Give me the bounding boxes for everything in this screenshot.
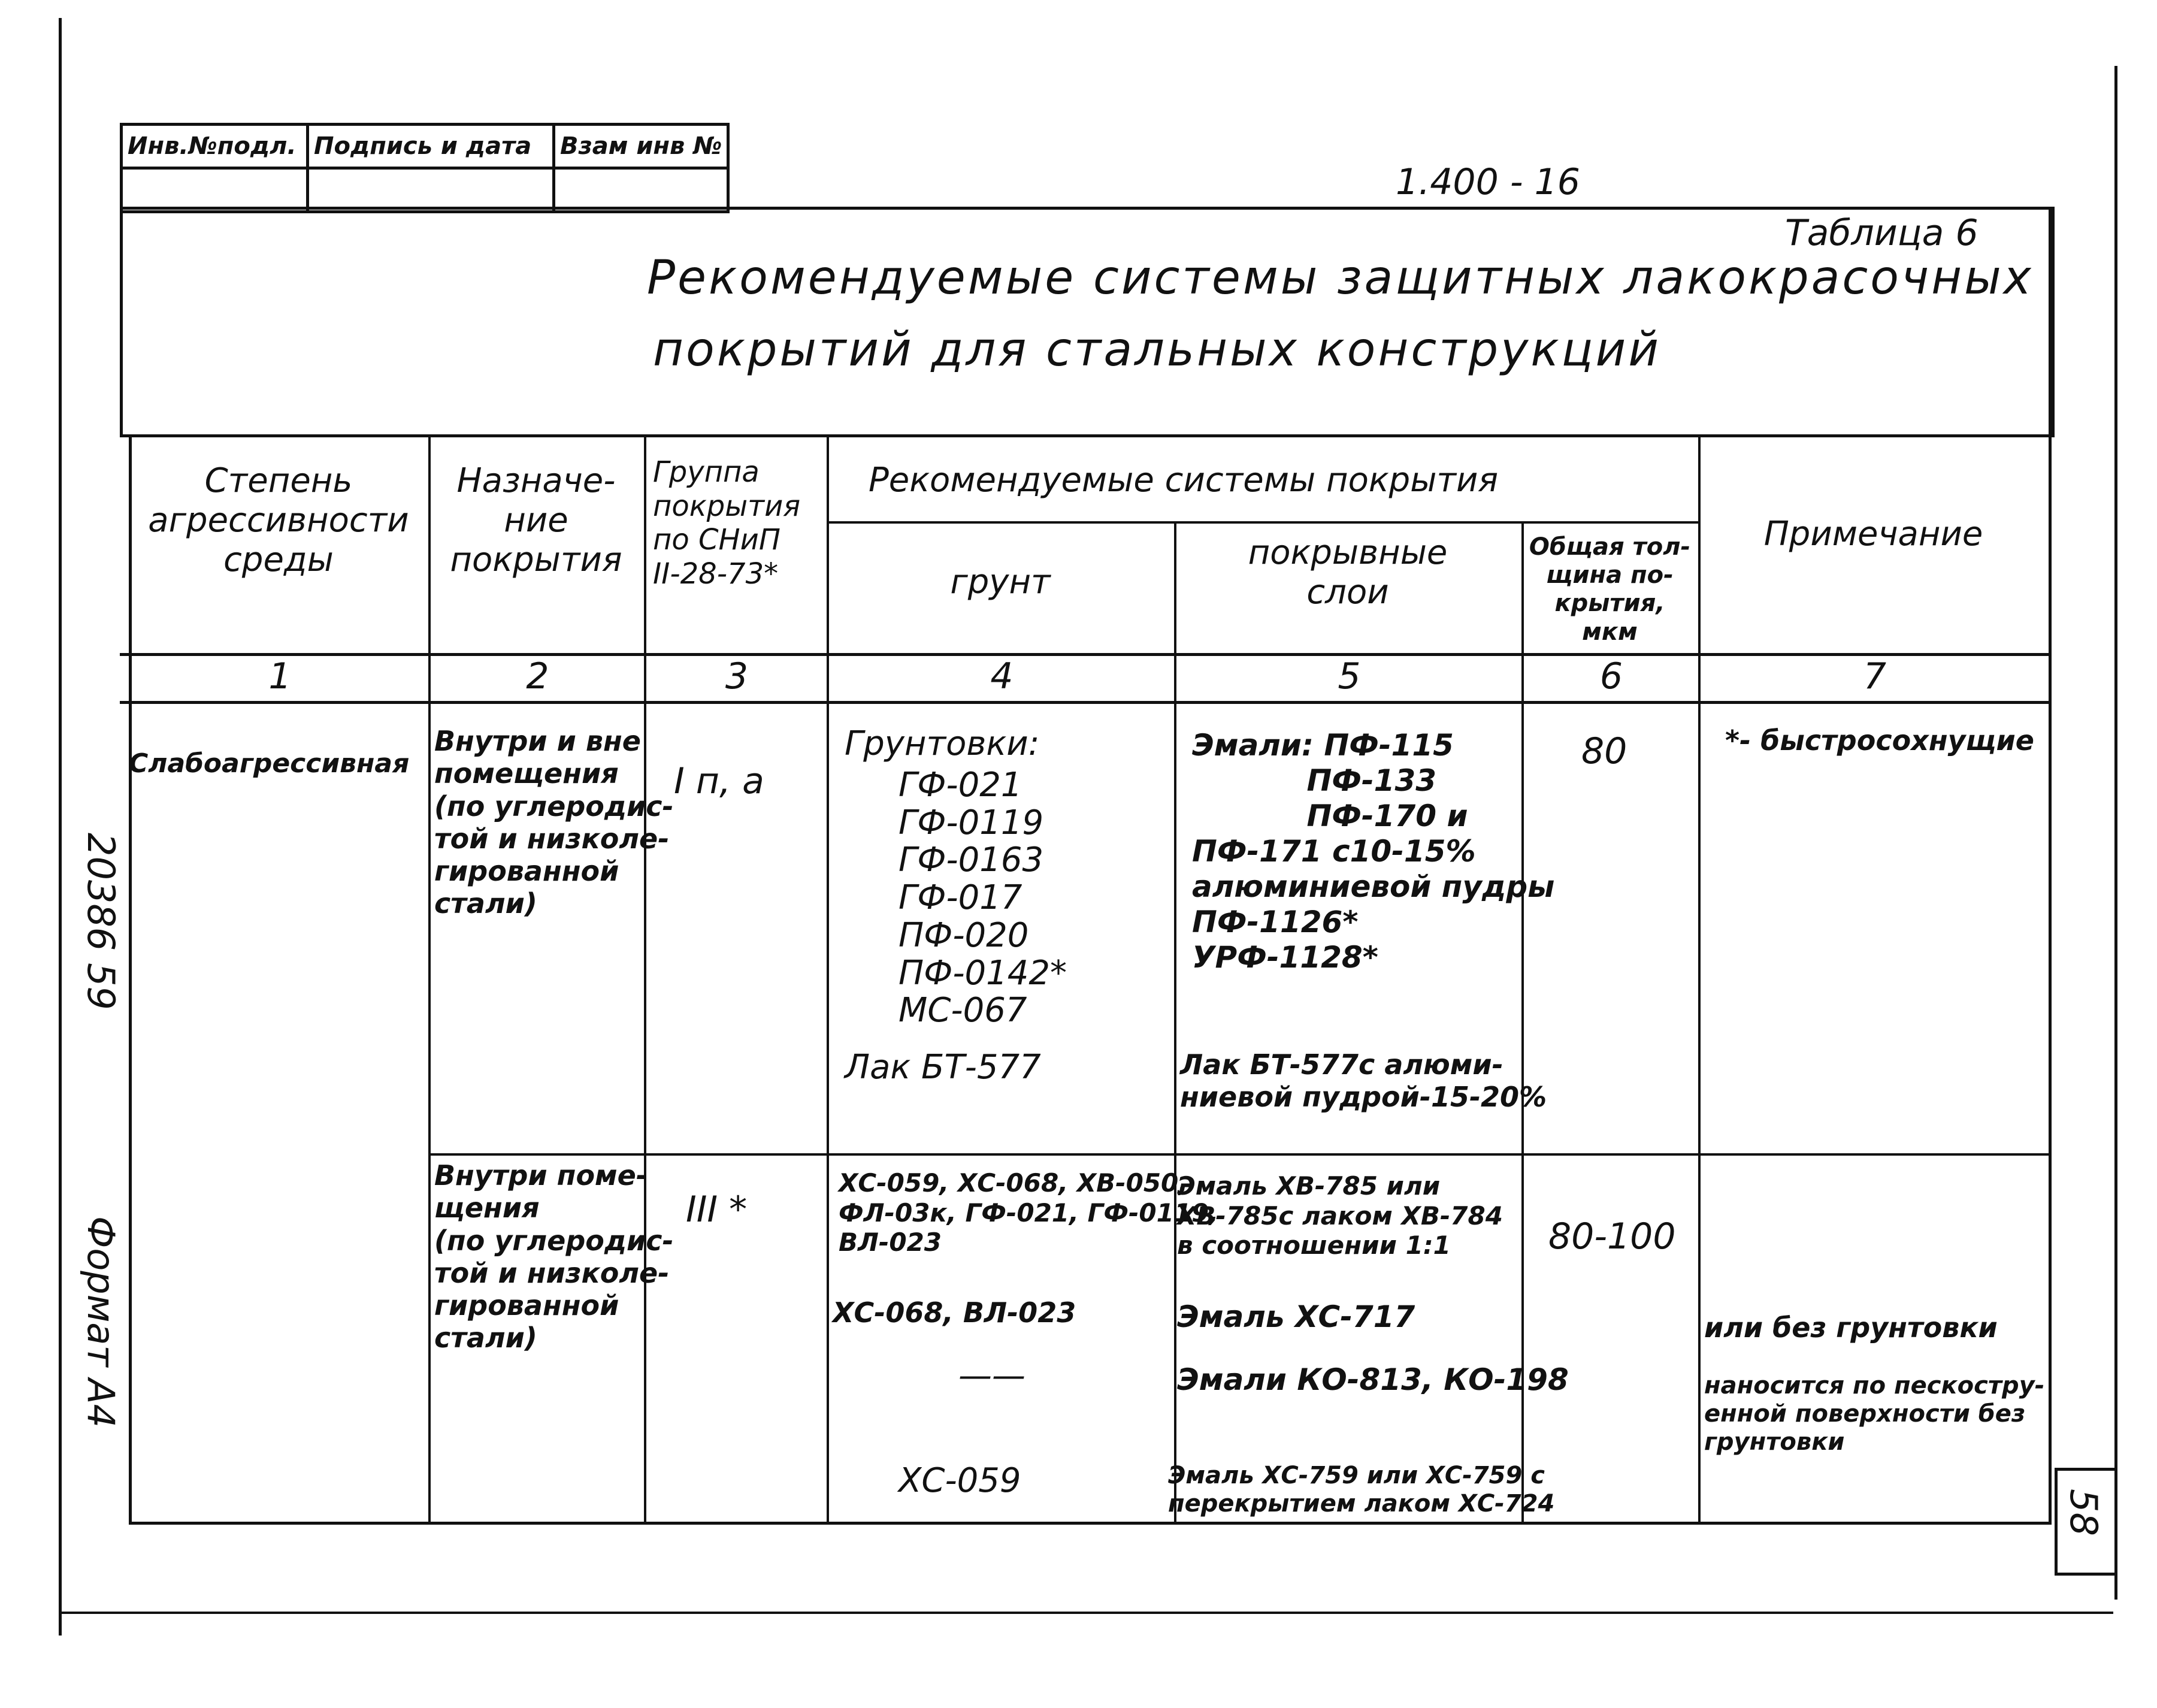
row1-purpose: Внутри и вне помещения (по углеродис- той и низколе- гированной стали) [434, 725, 674, 920]
title-line-1: Рекомендуемые системы защитных лакокрасочных [647, 251, 2034, 305]
stamp-vzam-label: Взам инв № [554, 125, 728, 168]
header-group-snip: Группа покрытия по СНиП II-28-73* [653, 455, 801, 591]
stamp-sign-label: Подпись и дата [308, 125, 554, 168]
row2-primer-d: ХС-059 [899, 1461, 1021, 1500]
page-number-box [2055, 1468, 2117, 1576]
row2-primer-a: ХС-059, ХС-068, ХВ-050, ФЛ-03к, ГФ-021, ГФ-0119, ВЛ-023 [839, 1168, 1219, 1257]
row2-group: III * [686, 1189, 748, 1231]
row1-layers-lak: Лак БТ-577с алюми- ниевой пудрой-15-20% [1180, 1048, 1547, 1114]
row1-primer-lak: Лак БТ-577 [845, 1048, 1041, 1087]
row1-group: I п, а [674, 760, 764, 802]
header-note: Примечание [1763, 515, 1983, 554]
row2-thickness: 80-100 [1548, 1216, 1676, 1257]
row2-primer-b: ХС-068, ВЛ-023 [833, 1296, 1076, 1329]
header-cover-layers: покрывные слои [1248, 533, 1448, 612]
col-number-5: 5 [1338, 655, 1361, 697]
header-thickness: Общая тол- щина по- крытия, мкм [1529, 533, 1691, 646]
row2-purpose: Внутри поме- щения (по углеродис- той и низколе- гированной стали) [434, 1159, 674, 1355]
row2-layer-a: Эмаль ХВ-785 или ХВ-785с лаком ХВ-784 в соотношении 1:1 [1177, 1171, 1503, 1260]
stamp-inv-value [122, 168, 308, 212]
format-label: Формат А4 [79, 1216, 123, 1428]
col-number-4: 4 [990, 655, 1014, 697]
right-edge-line [2114, 66, 2117, 1600]
doc-number: 1.400 - 16 [1396, 161, 1580, 203]
title-frame [120, 207, 2055, 437]
col-number-1: 1 [268, 655, 292, 697]
col-number-6: 6 [1599, 655, 1623, 697]
header-recommended-systems: Рекомендуемые системы покрытия [869, 461, 1499, 500]
stamp-inv-label: Инв.№подл. [122, 125, 308, 168]
col-number-3: 3 [725, 655, 749, 697]
row2-layer-b: Эмаль ХС-717 [1177, 1299, 1415, 1334]
row1-thickness: 80 [1581, 730, 1627, 772]
header-primer: грунт [950, 563, 1051, 601]
row2-primer-c: —— [958, 1356, 1025, 1395]
title-line-2: покрытий для стальных конструкций [653, 323, 1661, 377]
page-number: 58 [2062, 1489, 2105, 1536]
row1-layers: Эмали: ПФ-115 ПФ-133 ПФ-170 и ПФ-171 с10-15% алюминиевой пудры ПФ-1126* УРФ-1128* [1192, 728, 1555, 975]
side-archive-number: 20386 59 [79, 833, 123, 1010]
row2-note-b: или без грунтовки [1704, 1311, 1998, 1344]
col-number-7: 7 [1863, 655, 1887, 697]
stamp-sign-value [308, 168, 554, 212]
row1-primers: ГФ-021 ГФ-0119 ГФ-0163 ГФ-017 ПФ-020 ПФ-0142* МС-067 [899, 766, 1067, 1030]
row1-aggressiveness: Слабоагрессивная [129, 748, 410, 779]
row1-note: *- быстросохнущие [1725, 724, 2034, 757]
row2-layer-c: Эмали КО-813, КО-198 [1177, 1362, 1569, 1397]
row2-layer-d: Эмаль ХС-759 или ХС-759 с перекрытием лаком ХС-724 [1168, 1462, 1555, 1518]
header-purpose: Назначе- ние покрытия [450, 461, 622, 580]
stamp-block [120, 123, 730, 213]
col-number-2: 2 [526, 655, 549, 697]
header-aggressiveness: Степень агрессивности среды [148, 461, 409, 580]
stamp-vzam-value [554, 168, 728, 212]
left-border [59, 18, 62, 1636]
row1-primer-title: Грунтовки: [845, 724, 1040, 763]
table-number: Таблица 6 [1785, 212, 1978, 254]
row2-note-c: наносится по пескостру- енной поверхности без грунтовки [1704, 1372, 2045, 1456]
bottom-border [59, 1612, 2113, 1614]
